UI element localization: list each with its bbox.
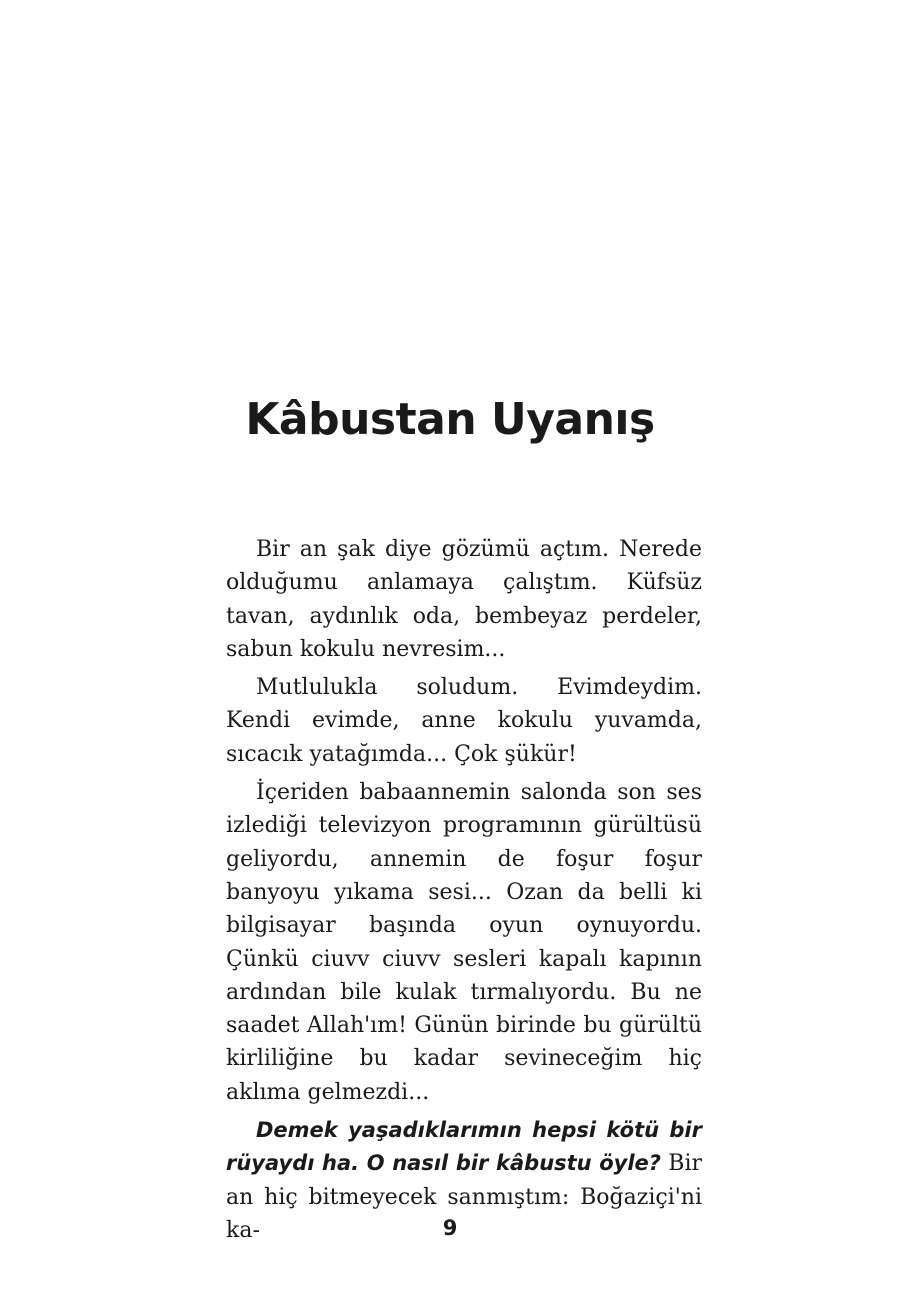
paragraph-3: İçeriden babaannemin salonda son ses izlediği televizyon programının gürültüsü geliyordu, annemin de foşur foşur banyoyu yıkama sesi... Ozan da belli ki bilgisayar başında oyun oynuyordu. Çünkü ciuvv ciuvv sesleri kapalı kapının ardından bile kulak tırmalıyordu. Bu ne saadet Allah'ım! Günün birinde bu gürültü kirliliğine bu kadar sevineceğim hiç aklıma gelmezdi... [226, 780, 702, 1105]
paragraph-1: Bir an şak diye gözümü açtım. Nerede olduğumu anlamaya çalıştım. Küfsüz tavan, aydınlık oda, bembeyaz perdeler, sabun kokulu nevresim... [226, 537, 702, 662]
paragraph-4-text: Bir an hiç bitmeyecek sanmıştım: Boğaziçi'ni ka- [226, 1151, 702, 1243]
chapter-title: Kâbustan Uyanış [245, 394, 655, 445]
emphasized-thought: Demek yaşadıklarımın hepsi kötü bir rüyaydı ha. O nasıl bir kâbustu öyle? [226, 1118, 702, 1176]
paragraph-2: Mutlulukla soludum. Evimdeydim. Kendi evimde, anne kokulu yuvamda, sıcacık yatağımda... Çok şükür! [226, 675, 702, 767]
body-text [226, 533, 702, 1252]
page-number: 9 [442, 1216, 458, 1240]
